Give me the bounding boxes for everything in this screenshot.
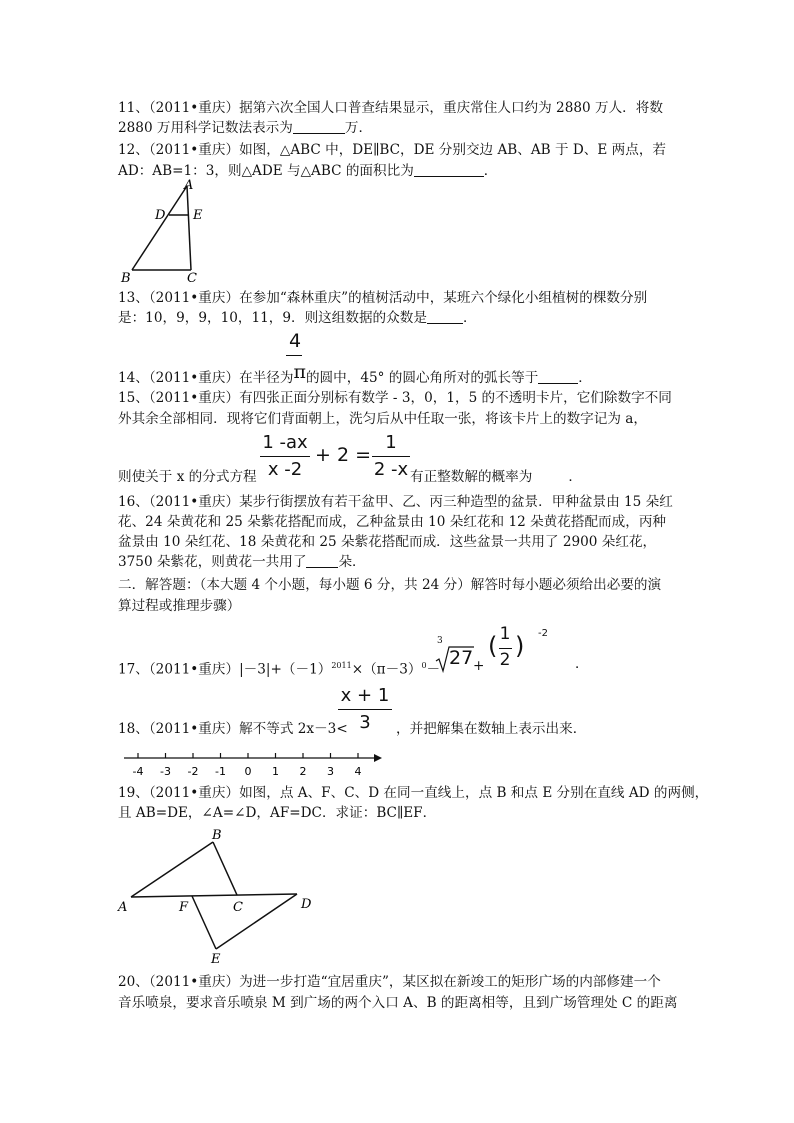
q18-text-b: ，并把解集在数轴上表示出来． <box>396 721 587 737</box>
q16-line3: 盆景由 10 朵红花、18 朵黄花和 25 朵紫花搭配而成．这些盆景一共用了 2900 朵红花， <box>118 534 657 550</box>
number-line-label: 0 <box>244 765 252 778</box>
q17-plus: + <box>473 658 485 674</box>
q17-left-paren: ( <box>488 632 498 660</box>
q17-line <box>118 657 440 679</box>
q14-fraction-numerator: 4 <box>288 330 302 352</box>
q11-line2-text: 2880 万用科学记数法表示为 <box>118 120 293 136</box>
number-line-label: 3 <box>327 765 334 778</box>
q19-segment-de <box>216 894 297 949</box>
q19-segment-bc <box>213 842 237 895</box>
q12-side-ab <box>132 186 187 270</box>
q13-line2-text: 是：10，9，9，10，11，9．则这组数据的众数是 <box>118 310 427 326</box>
number-line-label: -1 <box>215 765 226 778</box>
number-line-label: 4 <box>354 765 362 778</box>
number-line-label: -3 <box>160 765 171 778</box>
q17-label: 17、（2011•重庆） <box>118 661 240 678</box>
q15-equation-middle: + 2 = <box>315 444 372 466</box>
q16-line4 <box>118 553 366 571</box>
q17-root-body: 27 <box>449 647 474 669</box>
q11-line2-end: 万． <box>344 120 373 136</box>
q19-segment-ef <box>192 896 216 949</box>
q16-line1: 16、（2011•重庆）某步行街摆放有若干盆甲、乙、丙三种造型的盆景．甲种盆景由 15 朵红 <box>118 494 673 510</box>
q18-frac-denominator: 3 <box>359 712 371 733</box>
q17-minus: － <box>426 661 441 678</box>
q15-left-numerator: 1 -ax <box>262 432 308 453</box>
q13-line2 <box>118 309 477 327</box>
q12-line2-end: ． <box>483 163 498 179</box>
q17-exp-2011: 2011 <box>331 661 352 670</box>
q17-right-paren: ) <box>515 632 525 660</box>
q11-answer-blank <box>293 119 345 134</box>
q17-frac-bar <box>499 648 512 649</box>
q15-right-numerator: 1 <box>385 432 397 453</box>
q18-frac-bar <box>338 709 392 710</box>
q14-text-c: ． <box>578 370 592 386</box>
q15-right-bar <box>372 456 410 457</box>
q16-line4-text: 3750 朵紫花，则黄花一共用了 <box>118 554 307 570</box>
q19-line2: 且 AB=DE，∠A=∠D，AF=DC．求证：BC∥EF． <box>118 805 437 821</box>
q13-line2-end: ． <box>462 310 477 326</box>
q12-label-c: C <box>187 271 197 286</box>
q12-answer-blank <box>414 162 484 177</box>
q14-text-a: 14、（2011•重庆）在半径为 <box>118 370 294 386</box>
q19-label-f: F <box>179 900 189 915</box>
q12-label-b: B <box>121 271 131 286</box>
q20-line2: 音乐喷泉，要求音乐喷泉 M 到广场的两个入口 A、B 的距离相等，且到广场管理处 C 的距离 <box>118 995 678 1011</box>
q15-line3-a: 则使关于 x 的分式方程 <box>118 469 257 485</box>
q12-line1: 12、（2011•重庆）如图，△ABC 中，DE∥BC，DE 分别交边 AB、AB 于 D、E 两点，若 <box>118 142 667 158</box>
q13-line1: 13、（2011•重庆）在参加“森林重庆”的植树活动中，某班六个绿化小组植树的棵数分别 <box>118 290 648 306</box>
q15-left-bar <box>260 456 310 457</box>
q18-frac-numerator: x + 1 <box>340 685 390 706</box>
q16-line4-end: 朵． <box>338 554 366 570</box>
q19-segment-ab <box>131 842 213 897</box>
q12-side-ac <box>187 186 191 270</box>
number-line-label: -2 <box>187 765 199 778</box>
q12-line2-text: AD：AB=1：3，则△ADE 与△ABC 的面积比为 <box>118 163 414 179</box>
q17-exp-minus2: -2 <box>538 628 548 639</box>
q17-frac-denominator: 2 <box>499 650 511 670</box>
q15-left-denominator: x -2 <box>267 459 303 480</box>
q19-line1: 19、（2011•重庆）如图，点 A、F、C、D 在同一直线上，点 B 和点 E 分别在直线 AD 的两侧， <box>118 785 709 801</box>
q13-answer-blank <box>427 309 463 324</box>
q12-label-e: E <box>193 208 203 223</box>
q11-line2 <box>118 119 372 137</box>
number-line-label: 2 <box>299 765 307 778</box>
q19-geometry-figure <box>115 828 325 967</box>
q15-line1: 15、（2011•重庆）有四张正面分别标有数学 - 3，0，1，5 的不透明卡片，它们除数字不同 <box>118 390 672 406</box>
q17-end: ． <box>575 656 589 672</box>
section2-line1: 二．解答题：（本大题 4 个小题，每小题 6 分，共 24 分）解答时每小题必须给出必要的演 <box>118 577 662 593</box>
section2-line2: 算过程或推理步骤） <box>118 598 241 614</box>
number-line-arrow-icon <box>374 754 382 762</box>
q17-abs-term: |－3|+（－1） <box>239 661 332 678</box>
q19-line-ad <box>131 894 297 897</box>
q19-label-c: C <box>233 900 243 915</box>
q11-line1: 11、（2011•重庆）据第六次全国人口普查结果显示，重庆常住人口约为 2880 万人．将数 <box>118 100 663 116</box>
q15-right-denominator: 2 -x <box>373 459 409 480</box>
q15-text-c: ． <box>568 469 582 485</box>
q15-line2: 外其余全部相同．现将它们背面朝上，洗匀后从中任取一张，将该卡片上的数字记为 a， <box>118 411 647 427</box>
q17-root-index: 3 <box>437 636 443 646</box>
q17-exp-0: 0 <box>421 661 427 670</box>
q14-line <box>118 361 592 387</box>
number-line-label: 1 <box>272 765 279 778</box>
q18-text-a: 18、（2011•重庆）解不等式 2x－3< <box>118 721 348 737</box>
q16-line2: 花、24 朵黄花和 25 朵紫花搭配而成，乙种盆景由 10 朵红花和 12 朵黄花搭配而成，丙种 <box>118 514 667 530</box>
q19-label-e: E <box>211 952 221 967</box>
q19-label-a: A <box>118 900 128 915</box>
q17-mid-term: ×（π－3） <box>351 661 422 678</box>
q15-line3-b <box>410 468 582 486</box>
q17-frac-numerator: 1 <box>499 624 511 644</box>
q12-label-a: A <box>184 178 194 193</box>
q12-triangle-figure <box>115 178 215 286</box>
q12-label-d: D <box>155 208 166 223</box>
q14-fraction-denominator: π <box>293 361 306 383</box>
q19-label-b: B <box>212 828 222 843</box>
q14-answer-blank <box>538 369 578 384</box>
q19-label-d: D <box>301 897 312 912</box>
q14-text-b: 的圆中，45° 的圆心角所对的弧长等于 <box>305 370 539 386</box>
q16-answer-blank <box>306 553 338 568</box>
q15-text-b: 有正整数解的概率为 <box>410 469 533 485</box>
q18-number-line <box>120 748 380 778</box>
q20-line1: 20、（2011•重庆）为进一步打造“宜居重庆”，某区拟在新竣工的矩形广场的内部修建一个 <box>118 974 661 990</box>
q14-fraction-bar <box>286 355 302 356</box>
number-line-label: -4 <box>132 765 144 778</box>
